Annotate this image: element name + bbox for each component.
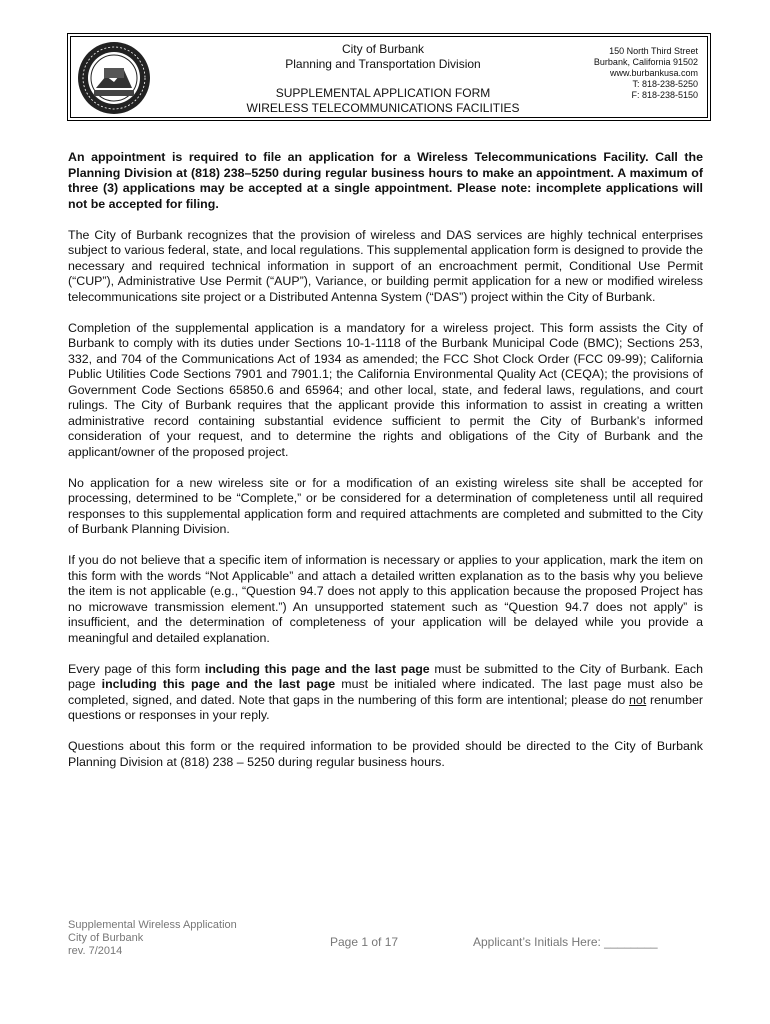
p5-text-e: must be initialed where indicated. The last page must also be completed, signed, and dated. Note that gaps in the numbering of this form are intentional; please do: [68, 677, 703, 707]
p5-bold-b: including this page and the last page: [204, 661, 430, 676]
division-name: Planning and Transportation Division: [285, 57, 481, 71]
phone: T: 818-238-5250: [632, 79, 698, 89]
paragraph-3: No application for a new wireless site or for a modification of an existing wireless site shall be accepted for processing, determined to be “Complete,” or be considered for a determination of completeness until all required responses to this supplemental application form and required attachments are completed and submitted to the City of Burbank Planning Division.: [68, 475, 703, 536]
p5-text-g: renumber questions or responses in your reply.: [68, 692, 703, 722]
paragraph-1: The City of Burbank recognizes that the provision of wireless and DAS services are highly technical enterprises subject to various federal, state, and local regulations. This supplemental application form is designed to provide the necessary and required technical information in support of an encroachment permit, Conditional Use Permit (“CUP”), Administrative Use Permit (“AUP”), Variance, or building permit application for a new or modified wireless telecommunications site project or a Distributed Antenna System (“DAS”) project within the City of Burbank.: [68, 227, 703, 304]
footer-city: City of Burbank: [68, 932, 144, 944]
city-seal-icon: [76, 40, 152, 116]
paragraph-2: Completion of the supplemental application is a mandatory for a wireless project. This form assists the City of Burbank to comply with its duties under Sections 10-1-1118 of the Burbank Municipal Code (BMC); Sections 253, 332, and 704 of the Communications Act of 1934 as amended; the FCC Shot Clock Order (FCC 09-99); California Public Utilities Code Sections 7901 and 7901.1; the California Environmental Quality Act (CEQA); the provisions of Government Code Sections 65850.6 and 65964; and other local, state, and federal laws, regulations, and court rulings. The City of Burbank requires that the applicant provide this information to assist in creating a written administrative record containing substantial evidence sufficient to permit the City of Burbank’s informed consideration of your request, and to determine the rights and obligations of the City of Burbank and the applicant/owner of the proposed project.: [68, 320, 703, 459]
form-subtitle: WIRELESS TELECOMMUNICATIONS FACILITIES: [246, 101, 520, 115]
intro-paragraph: An appointment is required to file an application for a Wireless Telecommunications Facility. Call the Planning Division at (818) 238–5250 during regular business hours to make an appointment. A maximum of three (3) applications may be accepted at a single appointment. Please note: incomplete applications will not be accepted for filing.: [68, 150, 703, 211]
contact-block: [594, 46, 698, 101]
paragraph-4: If you do not believe that a specific item of information is necessary or applies to your application, mark the item on this form with the words “Not Applicable” and attach a detailed written explanation as to the basis why you believe the item is not applicable (e.g., “Question 94.7 does not apply to this application because the proposed Project has no microwave transmission element.”) An unsupported statement such as “Question 94.7 does not apply” is insufficient, and the determination of completeness of your application will be delayed while you provide a meaningful and detailed explanation.: [68, 553, 703, 645]
applicant-initials-field[interactable]: Applicant’s Initials Here: ________: [473, 935, 658, 949]
p5-underlined-not: not: [628, 692, 647, 707]
document-body: [68, 150, 703, 786]
fax: F: 818-238-5150: [631, 90, 698, 100]
p5-text-a: Every page of this form: [68, 661, 205, 676]
footer-form-info: [68, 919, 237, 958]
org-name: City of Burbank: [341, 42, 425, 56]
address-line1: 150 North Third Street: [609, 46, 698, 56]
header-title-block: [218, 42, 548, 116]
website[interactable]: www.burbankusa.com: [609, 68, 698, 78]
p5-bold-d: including this page and the last page: [101, 677, 336, 691]
footer-form-name: Supplemental Wireless Application: [68, 919, 237, 931]
footer-revision: rev. 7/2014: [68, 945, 123, 957]
address-line2: Burbank, California 91502: [593, 57, 698, 67]
paragraph-6: Questions about this form or the required information to be provided should be directed to the City of Burbank Planning Division at (818) 238 – 5250 during regular business hours.: [68, 739, 703, 769]
form-title: SUPPLEMENTAL APPLICATION FORM: [275, 86, 491, 100]
letterhead: [67, 33, 711, 121]
p5-text-c: must be submitted to the City of Burbank. Each page: [68, 661, 703, 691]
paragraph-5: [68, 662, 703, 724]
page-number: Page 1 of 17: [330, 935, 399, 949]
